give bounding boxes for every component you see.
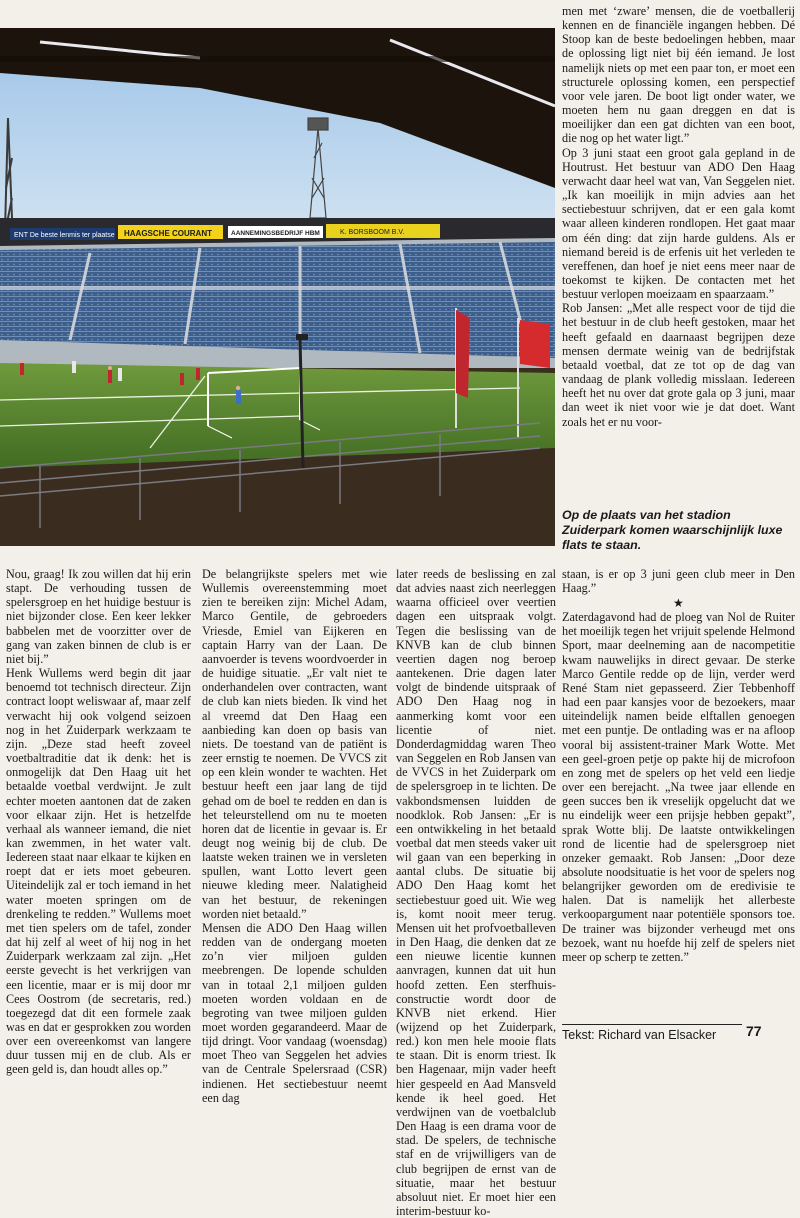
right-column-text (562, 4, 795, 429)
author-credit: Tekst: Richard van Elsacker (562, 1024, 742, 1042)
sponsor-text: K. BORSBOOM B.V. (340, 229, 405, 236)
star-divider-icon: ★ (673, 596, 684, 610)
sponsor-text: ENT De beste lenmis ter plaatse (14, 232, 115, 239)
paragraph: later reeds de beslissing en zal dat advies naast zich neerleggen waarna officieel over veertien dagen een uitspraak volgt. Tegen die beslissing van de KNVB kan de club binnen veertien dagen nog beroep aantekenen. Drie dagen later volgt de bindende uitspraak of ADO Den Haag nog in aanmerking komt voor een licentie of niet. Donderdagmiddag waren Theo van Seggelen en Rob Jansen van de VVCS in het Zuiderpark om de spelersgroep in te lichten. De vakbondsmensen luidden de noodklok. Rob Jansen: „Er is een ontwikkeling in het betaald voetbal dat men steeds vaker uit wil gaan van een beperking in aantal clubs. De situatie bij ADO Den Haag komt het sectiebestuur goed uit. Wie weg is, komt nooit meer terug. Mensen uit het profvoetballeven in Den Haag, die denken dat ze een nieuwe licentie kunnen aanvragen, kunnen dat uit hun hoofd zetten. Een sterfhuis-constructie wordt door de KNVB niet erkend. Hier (wijzend op het Zuiderpark, red.) kon men hele mooie flats te staan. Dit is enorm triest. Ik ben Hagenaar, mijn vader heeft hier gespeeld en Aad Mansveld kende ik heel goed. Het verdwijnen van de voetbalclub Den Haag is een drama voor de stad. De spelers, de technische staf en de vrijwilligers van de club begrijpen de ernst van de situatie, maar het bestuur absoluut niet. Er moet hier een interim-bestuur ko- (396, 567, 556, 1218)
text-column-3 (396, 567, 556, 1218)
paragraph: De belangrijkste spelers met wie Wullemis overeenstemming moet zien te bereiken zijn: Michel Adam, Marco Gentile, de gebroeders Vriesde, Emiel van Eijkeren en captain Harry van der Laan. De aanvoerder is tevens woordvoerder in de huidige situatie. „Er valt niet te onderhandelen over contracten, want de club kan niets bieden. Ik vind het al vreemd dat Den Haag een aanbieding kan doen op basis van niets. De toestand van de patiënt is zeer ernstig te noemen. De VVCS zit op een klein wonder te wachten. Het bestuur heeft een jaar lang de tijd gehad om de boel te redden en dan is het teleurstellend om nu te moeten horen dat de licentie in gevaar is. Er deugt nog weinig bij de club. De laatste weken trainen we in versleten spullen, want Lotto levert geen nieuwe kleding meer. Nalatigheid van het bestuur, de rekeningen worden niet betaald.” (202, 567, 387, 921)
paragraph: staan, is er op 3 juni geen club meer in Den Haag.” (562, 567, 795, 596)
text-column-4-top (562, 567, 795, 595)
text-column-4 (562, 596, 795, 964)
paragraph: Mensen die ADO Den Haag willen redden van de ondergang moeten zo’n vier miljoen gulden meebrengen. De lopende schulden van in totaal 2,1 miljoen gulden moeten worden voldaan en de begroting van twee miljoen gulden moet worden gegarandeerd. Maar de tijd dringt. Voor vandaag (woensdag) moet Theo van Seggelen het advies van de Centrale Spelersraad (CSR) indienen. Het sectiebestuur neemt een dag (202, 920, 387, 1105)
text-column-1 (6, 567, 191, 1077)
stadium-illustration (0, 28, 555, 546)
paragraph: Henk Wullems werd begin dit jaar benoemd tot technisch directeur. Zijn contract loopt weliswaar af, maar zelf verwacht hij ook volgend seizoen nog in het Zuiderpark werkzaam te zijn. „Deze stad heeft zoveel voetbaltraditie dat ik denk: het is onmogelijk dat Den Haag uit het betaalde voetbal verdwijnt. Je zult echter moeten aantonen dat de zaken voor elkaar zijn. Het is hetzelfde verhaal als wanneer iemand, die niet kan zwemmen, in het water valt. Iedereen staat naar elkaar te kijken en roept dat er iets moet gebeuren. Uiteindelijk zal er toch iemand in het water moeten springen om de drenkeling te redden.” Wullems moet met tien spelers om de tafel, zonder dat hij zelf al weet of hij nog in het Zuiderpark werkzaam zal zijn. „Het eerste gevecht is het verkrijgen van een licentie, maar er is mij door mr Cees Oostrom (de secretaris, red.) toegezegd dat dit een formele zaak was en dat er gesprokken zou worden over een overeenkomst van langere duur tussen mij en de club. Als er geen geld is, dan houdt alles op.” (6, 666, 191, 1077)
stadium-photo (0, 28, 555, 546)
sponsor-text: HAAGSCHE COURANT (124, 229, 212, 238)
paragraph: Nou, graag! Ik zou willen dat hij erin stapt. De verhouding tussen de spelersgroep en het huidige bestuur is niet bijzonder close. Een keer lekker babbelen met de voorzitter over de gang van zaken binnen de club is er niet bij.” (6, 567, 191, 666)
paragraph: Zaterdagavond had de ploeg van Nol de Ruiter het moeilijk tegen het vrijuit spelende Helmond Sport, maar deelneming aan de nacompetitie kwam nauwelijks in direct gevaar. De sterke Marco Gentile redde op de lijn, verder werd René Stam niet gepasseerd. Zier Tebbenhoff had een paar kansjes voor de bezoekers, maar uiteindelijk namen beide elftallen genoegen met een puntje. De ontlading was er na afloop vooral bij assistent-trainer Mark Wotte. Met een geel-groen petje op pakte hij de microfoon en zong met de spelers op het veld een liedje over een berejacht. „Na twee jaar ellende en geen succes ben ik vreselijk opgelucht dat we nu eindelijk weer een prijsje hebben gepakt”, sprak Wotte blij. De laatste ontwikkelingen rond de licentie had de spelersgroep niet onzeker gemaakt. Rob Jansen: „Door deze absolute noodsituatie is het voor de spelers nog belangrijker geworden om de eredivisie te halen. Dat is namelijk het allerbeste verkoopargument naar potentiële sponsors toe. De trainer was bijzonder verheugd met ons bezoek, want nu hoefde hij zelf de spelers niet meer op scherp te zetten.” (562, 610, 795, 964)
stand-seats (0, 242, 555, 358)
photo-caption: Op de plaats van het stadion Zuiderpark komen waarschijnlijk luxe flats te staan. (562, 508, 783, 552)
paragraph: Rob Jansen: „Met alle respect voor de tijd die het bestuur in de club heeft gestoken, maar het heeft gefaald en daarnaast begrijpen deze mensen dermate weinig van de bedrijfstak betaald voetbal, dat ze tot op de dag van vandaag de plank volledig misslaan. Iedereen heeft het nu over dat grote gala op 3 juni, maar dan weet ik niet voor wie je dat doet. Want zoals het er nu voor- (562, 301, 795, 429)
page-number: 77 (746, 1023, 762, 1039)
sponsor-text: AANNEMINGSBEDRIJF HBM (231, 230, 320, 237)
paragraph: Op 3 juni staat een groot gala gepland in de Houtrust. Het bestuur van ADO Den Haag verwacht daar heel wat van, Van Seggelen niet. „Ik kan moeilijk in mijn advies aan het sectiebestuur schrijven, dat er een gala komt waar alleen kinderen rondlopen. Het gaat maar om één ding: dat zijn harde guldens. Als er niemand bereid is de erfenis uit het verleden te vereffenen, dan hoef je niet eens meer naar de toekomst te kijken. De contacten met het bestuur verlopen moeizaam en spaarzaam.” (562, 145, 795, 302)
paragraph: men met ‘zware’ mensen, die de voetballerij kennen en de financiële ingangen hebben. Dé Stoop kan de beste bedoelingen hebben, maar de oplossing ligt niet bij één iemand. Je lost namelijk niets op met een paar ton, er moet een structurele oplossing komen, een perspectief voor vele jaren. De boot ligt onder water, we moeten hem nu gaan dreggen en dat is moeilijker dan een gat dichten van een boot, die nog op het water ligt.” (562, 4, 795, 146)
text-column-2 (202, 567, 387, 1105)
